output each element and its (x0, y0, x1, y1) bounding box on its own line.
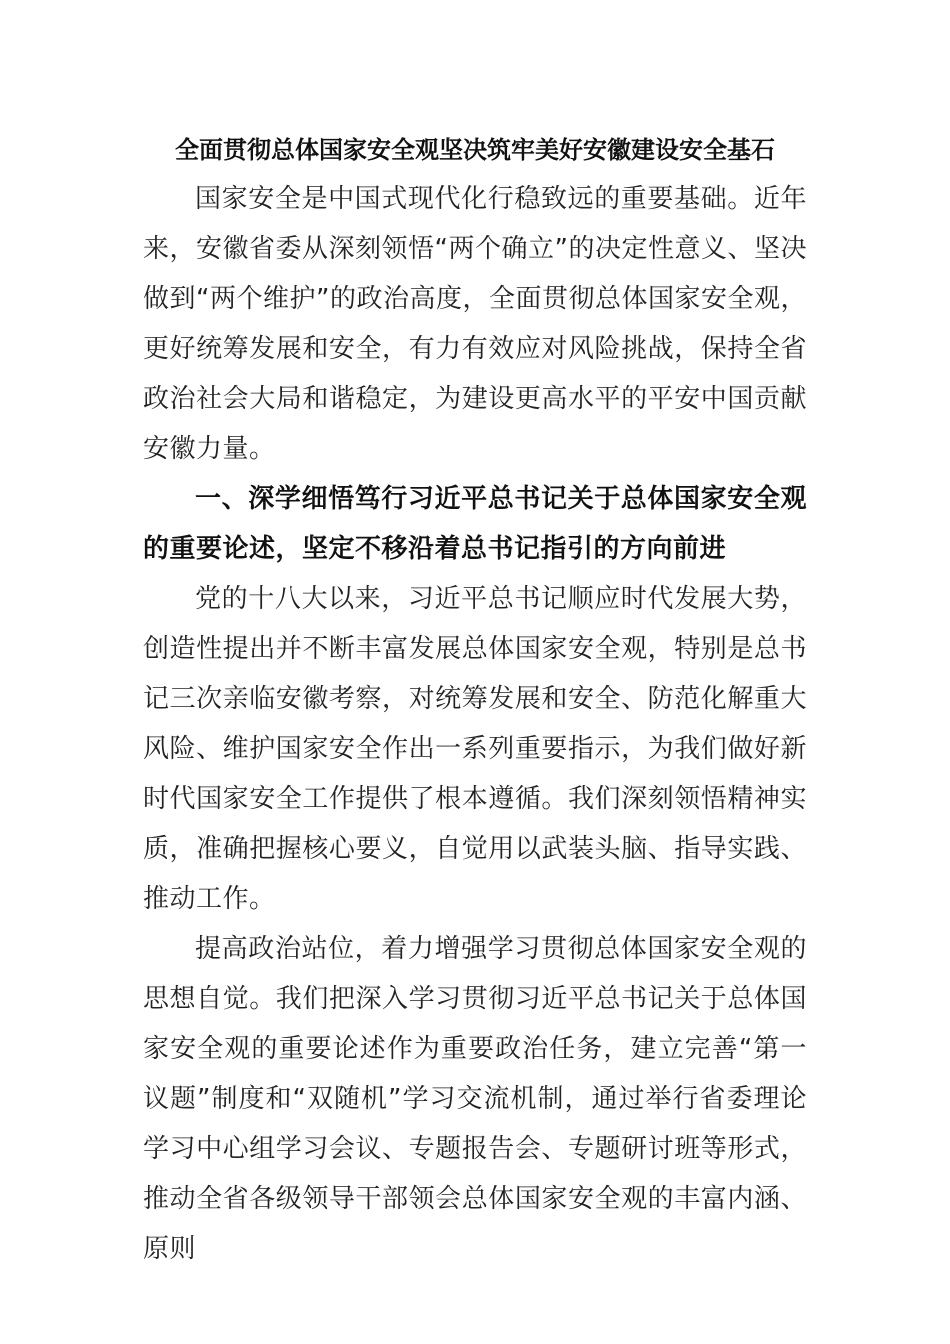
document-title: 全面贯彻总体国家安全观坚决筑牢美好安徽建设安全基石 (175, 136, 775, 164)
section-1-paragraph-2: 提高政治站位，着力增强学习贯彻总体国家安全观的思想自觉。我们把深入学习贯彻习近平总书记关于总体国家安全观的重要论述作为重要政治任务，建立完善“第一议题”制度和“双随机”学习交流机制，通过举行省委理论学习中心组学习会议、专题报告会、专题研讨班等形式，推动全省各级领导干部领会总体国家安全观的丰富内涵、原则 (143, 934, 807, 1264)
section-1-paragraph-1: 党的十八大以来，习近平总书记顺应时代发展大势，创造性提出并不断丰富发展总体国家安全观，特别是总书记三次亲临安徽考察，对统筹发展和安全、防范化解重大风险、维护国家安全作出一系列重要指示，为我们做好新时代国家安全工作提供了根本遵循。我们深刻领悟精神实质，准确把握核心要义，自觉用以武装头脑、指导实践、推动工作。 (143, 584, 807, 914)
document-body (143, 174, 807, 1274)
intro-paragraph: 国家安全是中国式现代化行稳致远的重要基础。近年来，安徽省委从深刻领悟“两个确立”的决定性意义、坚决做到“两个维护”的政治高度，全面贯彻总体国家安全观，更好统筹发展和安全，有力有效应对风险挑战，保持全省政治社会大局和谐稳定，为建设更高水平的平安中国贡献安徽力量。 (143, 184, 807, 464)
section-heading-1: 一、深学细悟笃行习近平总书记关于总体国家安全观的重要论述，坚定不移沿着总书记指引的方向前进 (143, 484, 807, 564)
